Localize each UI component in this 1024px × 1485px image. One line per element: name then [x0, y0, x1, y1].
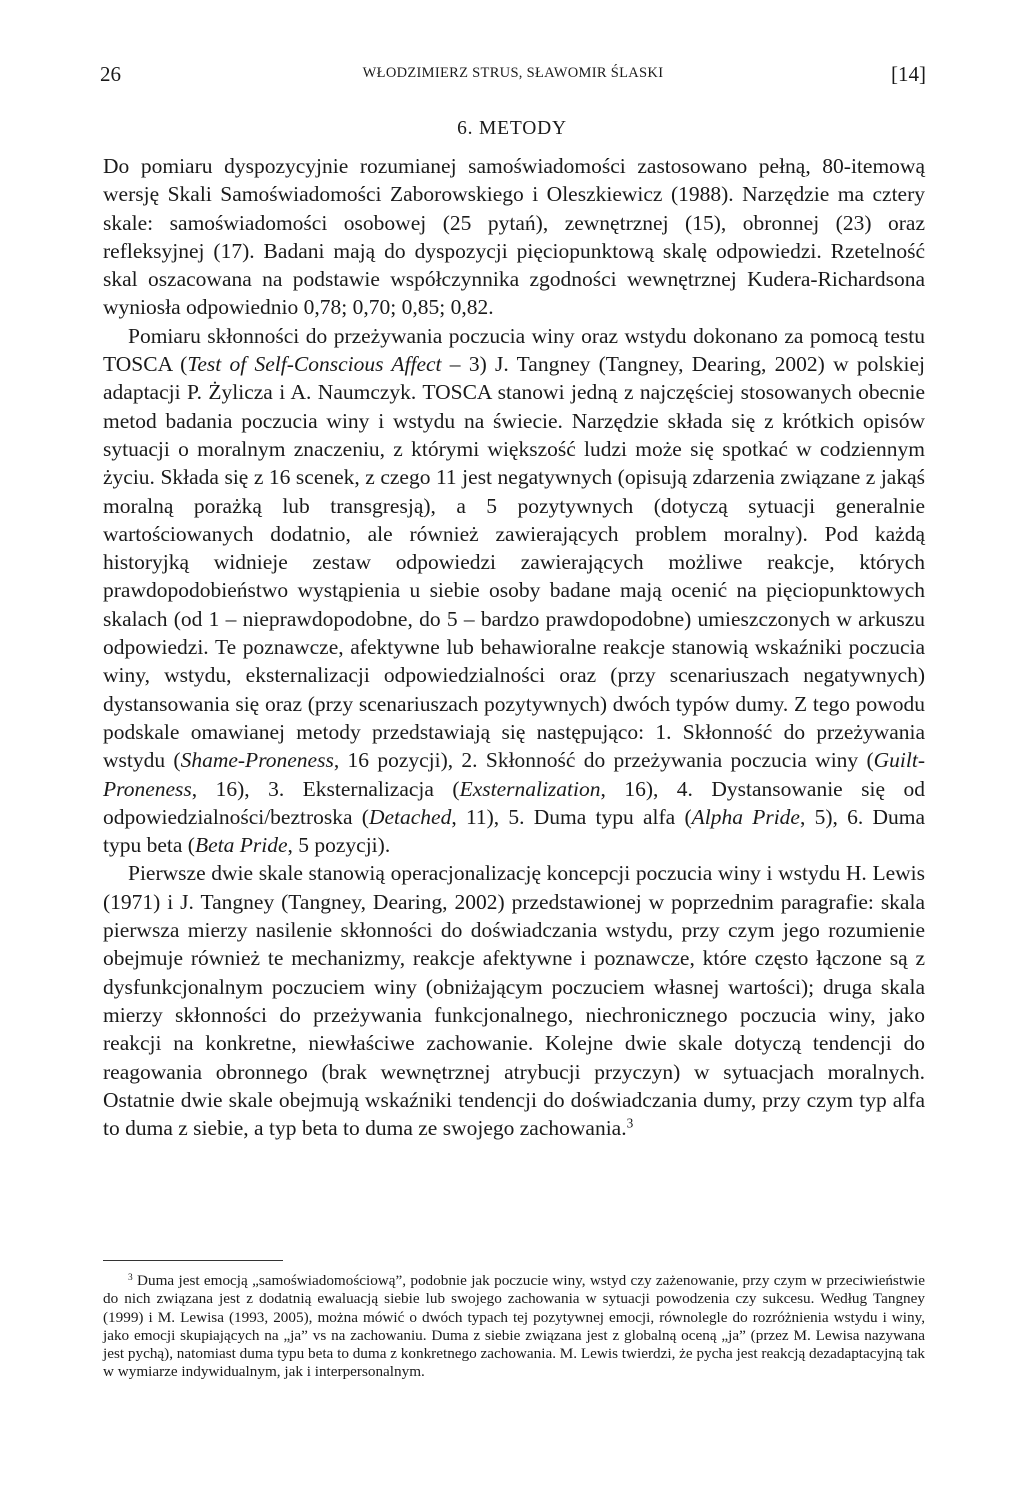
running-header — [100, 58, 926, 92]
paragraph-2 — [103, 322, 925, 860]
p2-italic-shame: Shame-Proneness — [180, 748, 334, 773]
p3-text: Pierwsze dwie skale stanowią operacjonalizację koncepcji poczucia winy i wstydu H. Lewis (1971) i J. Tangney (Tangney, Dearing, 2002) przedstawionej w poprzednim paragrafie: skala pierwsza mierzy nasilenie skłonności do doświadczania wstydu, przy czym jego rozumienie obejmuje również te mechanizmy, reakcje afektywne i poznawcze, które często łączone są z dysfunkcjonalnym poczuciem winy (obniżającym poczuciem własnej wartości); druga skala mierzy skłonności do przeżywania funkcjonalnego, niechronicznego poczucia winy, jako reakcji na konkretne, niewłaściwe zachowanie. Kolejne dwie skale dotyczą tendencji do reagowania obronnego (brak wewnętrznej atrybucji przyczyn) w sytuacjach moralnych. Ostatnie dwie skale obejmują wskaźniki tendencji do doświadczania dumy, przy czym typ alfa to duma z siebie, a typ beta to duma ze swojego zachowania. — [103, 861, 925, 1141]
p2-text-h: , 5 pozycji). — [287, 833, 391, 858]
p2-italic-beta: Beta Pride — [194, 833, 288, 858]
footnote-text: Duma jest emocją „samoświadomościową”, podobnie jak poczucie winy, wstyd czy zażenowanie, przy czym w przeciwieństwie do nich związana jest z dodatnią ewaluacją siebie lub swojego zachowania w sytuacji powodzenia czy sukcesu. Według Tangney (1999) i M. Lewisa (1993, 2005), można mówić o dwóch typach tej pozytywnej emocji, równolegle do rozróżnienia wstydu i winy, jako emocji skupiających na „ja” vs na zachowaniu. Duma z siebie związana jest z globalną oceną „ja” (przez M. Lewisa nazywana jest pychą), natomiast duma typu beta to duma z konkretnego zachowania. M. Lewis twierdzi, że pycha jest reakcją dezadaptacyjną tak w wymiarze indywidualnym, jak i interpersonalnym. — [103, 1272, 925, 1381]
p2-text-c: , 16 pozycji), 2. Skłonność do przeżywania poczucia winy ( — [333, 748, 874, 773]
running-head-authors: WŁODZIMIERZ STRUS, SŁAWOMIR ŚLASKI — [362, 65, 664, 81]
page-number: 26 — [100, 62, 121, 86]
p2-text-a: Pomiaru skłonności do przeżywania poczucia winy oraz wstydu dokonano za pomocą testu TOSCA ( — [103, 323, 925, 377]
p2-italic-tosca: Test of Self-Conscious Affect — [187, 352, 442, 377]
p2-text-f: , 11), 5. Duma typu alfa ( — [451, 804, 692, 829]
footnote-divider — [103, 1260, 283, 1261]
section-heading: 6. METODY — [457, 118, 567, 139]
body-text — [103, 152, 925, 1142]
p2-text-g: , 5), 6. Duma typu beta ( — [103, 804, 925, 858]
p2-italic-guilt: Guilt-Proneness — [103, 748, 925, 801]
paragraph-3 — [103, 859, 925, 1142]
footnote-marker: 3 — [128, 1272, 133, 1283]
p2-text-e: , 16), 4. Dystansowanie się od odpowiedzialności/beztroska ( — [103, 776, 925, 829]
p2-italic-detached: Detached — [368, 804, 452, 829]
p2-italic-alpha: Alpha Pride — [691, 804, 800, 829]
footnote-3 — [103, 1272, 925, 1382]
p2-italic-externalization: Exsternalization — [459, 776, 601, 801]
p2-text-b: – 3) J. Tangney (Tangney, Dearing, 2002) w polskiej adaptacji P. Żylicza i A. Naumczyk. TOSCA stanowi jedną z najczęściej stosowanych obecnie metod badania poczucia winy i wstydu na świecie. Narzędzie składa się z krótkich opisów sytuacji o moralnym znaczeniu, z którymi większość ludzi może się spotkać w codziennym życiu. Składa się z 16 scenek, z czego 11 jest negatywnych (opisują zdarzenia związane z jakąś moralną porażką lub transgresją), a 5 pozytywnych (dotyczą sytuacji generalnie wartościowanych dodatnio, ale również zawierających problem moralny). Pod każdą historyjką widnieje zestaw odpowiedzi zawierających możliwe reakcje, których prawdopodobieństwo wystąpienia u siebie osoby badane mają ocenić na pięciopunktowych skalach (od 1 – nieprawdopodobne, do 5 – bardzo prawdopodobne) umieszczonych w arkuszu odpowiedzi. Te poznawcze, afektywne lub behawioralne reakcje stanowią wskaźniki poczucia winy, wstydu, eksternalizacji odpowiedzialności oraz (przy scenariuszach negatywnych) dystansowania się oraz (przy scenariuszach pozytywnych) dwóch typów dumy. Z tego powodu podskale omawianej metody przedstawiają się następująco: 1. Skłonność do przeżywania wstydu ( — [103, 352, 925, 773]
section-number: [14] — [891, 62, 926, 86]
paragraph-1: Do pomiaru dyspozycyjnie rozumianej samoświadomości zastosowano pełną, 80-itemową wersję Skali Samoświadomości Zaborowskiego i Oleszkiewicz (1988). Narzędzie ma cztery skale: samoświadomości osobowej (25 pytań), zewnętrznej (15), obronnej (23) oraz refleksyjnej (17). Badani mają do dyspozycji pięciopunktową skalę odpowiedzi. Rzetelność skal oszacowana na podstawie współczynnika zgodności wewnętrznej Kudera-Richardsona wyniosła odpowiednio 0,78; 0,70; 0,85; 0,82. — [103, 154, 925, 320]
footnote-ref-3[interactable]: 3 — [626, 1115, 634, 1131]
p2-text-d: , 16), 3. Eksternalizacja ( — [191, 776, 460, 801]
